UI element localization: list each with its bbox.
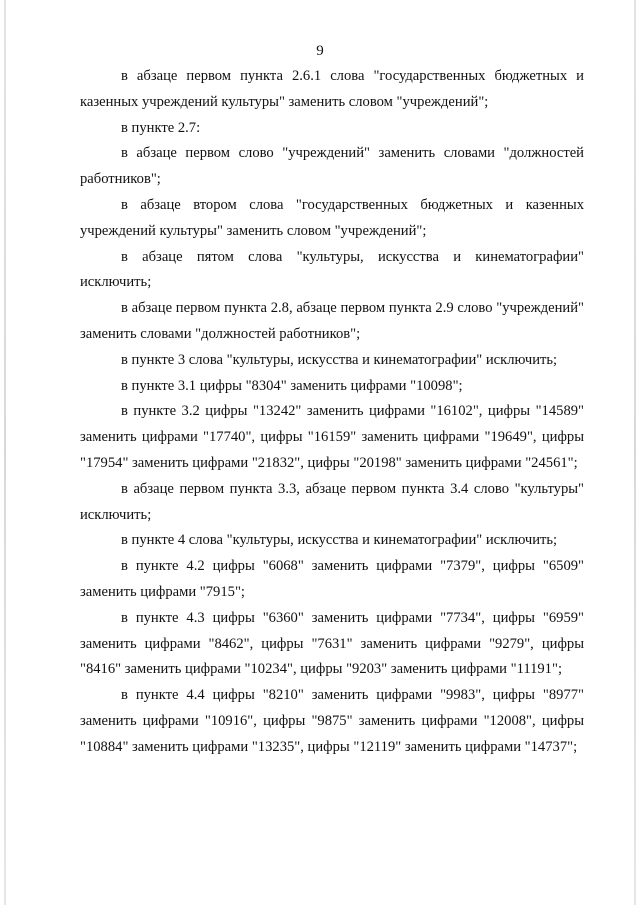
paragraph-item-2-7: в пункте 2.7:: [121, 119, 201, 136]
paragraph-item-2-6-1: в абзаце первом пункта 2.6.1 слова "государственных бюджетных и казенных учреждений культуры" заменить словом "учреждений";: [80, 68, 584, 110]
paragraph-item-3: в пункте 3 слова "культуры, искусства и кинематографии" исключить;: [121, 351, 558, 368]
paragraph-item-4-4: в пункте 4.4 цифры "8210" заменить цифрами "9983", цифры "8977" заменить цифрами "10916", цифры "9875" заменить цифрами "12008", цифры "10884" заменить цифрами "13235", цифры "12119" заменить цифрами "14737";: [80, 687, 584, 755]
paragraph-item-3-3-3-4: в абзаце первом пункта 3.3, абзаце первом пункта 3.4 слово "культуры" исключить;: [80, 480, 584, 523]
paragraph-item-2-7-first: в абзаце первом слово "учреждений" заменить словами "должностей работников";: [80, 145, 584, 188]
paragraph-item-4-2: в пункте 4.2 цифры "6068" заменить цифрами "7379", цифры "6509" заменить цифрами "7915";: [80, 558, 584, 600]
paragraph-item-3-1: в пункте 3.1 цифры "8304" заменить цифрами "10098";: [121, 377, 463, 394]
paragraph-item-2-7-fifth: в абзаце пятом слова "культуры, искусства и кинематографии" исключить;: [80, 248, 584, 291]
document-body: [80, 64, 584, 761]
paragraph-item-2-8-2-9: в абзаце первом пункта 2.8, абзаце первом пункта 2.9 слово "учреждений" заменить словами "должностей работников";: [80, 300, 584, 342]
paragraph-item-3-2: в пункте 3.2 цифры "13242" заменить цифрами "16102", цифры "14589" заменить цифрами "17740", цифры "16159" заменить цифрами "19649", цифры "17954" заменить цифрами "21832", цифры "20198" заменить цифрами "24561";: [80, 403, 584, 471]
scan-edge-left: [4, 0, 6, 905]
paragraph-item-2-7-second: в абзаце втором слова "государственных бюджетных и казенных учреждений культуры" заменить словом "учреждений";: [80, 196, 584, 239]
paragraph-item-4-3: в пункте 4.3 цифры "6360" заменить цифрами "7734", цифры "6959" заменить цифрами "8462", цифры "7631" заменить цифрами "9279", цифры "8416" заменить цифрами "10234", цифры "9203" заменить цифрами "11191";: [80, 609, 584, 678]
paragraph-item-4: в пункте 4 слова "культуры, искусства и кинематографии" исключить;: [121, 532, 558, 549]
page-number: 9: [316, 43, 324, 59]
scan-edge-right: [634, 0, 636, 905]
